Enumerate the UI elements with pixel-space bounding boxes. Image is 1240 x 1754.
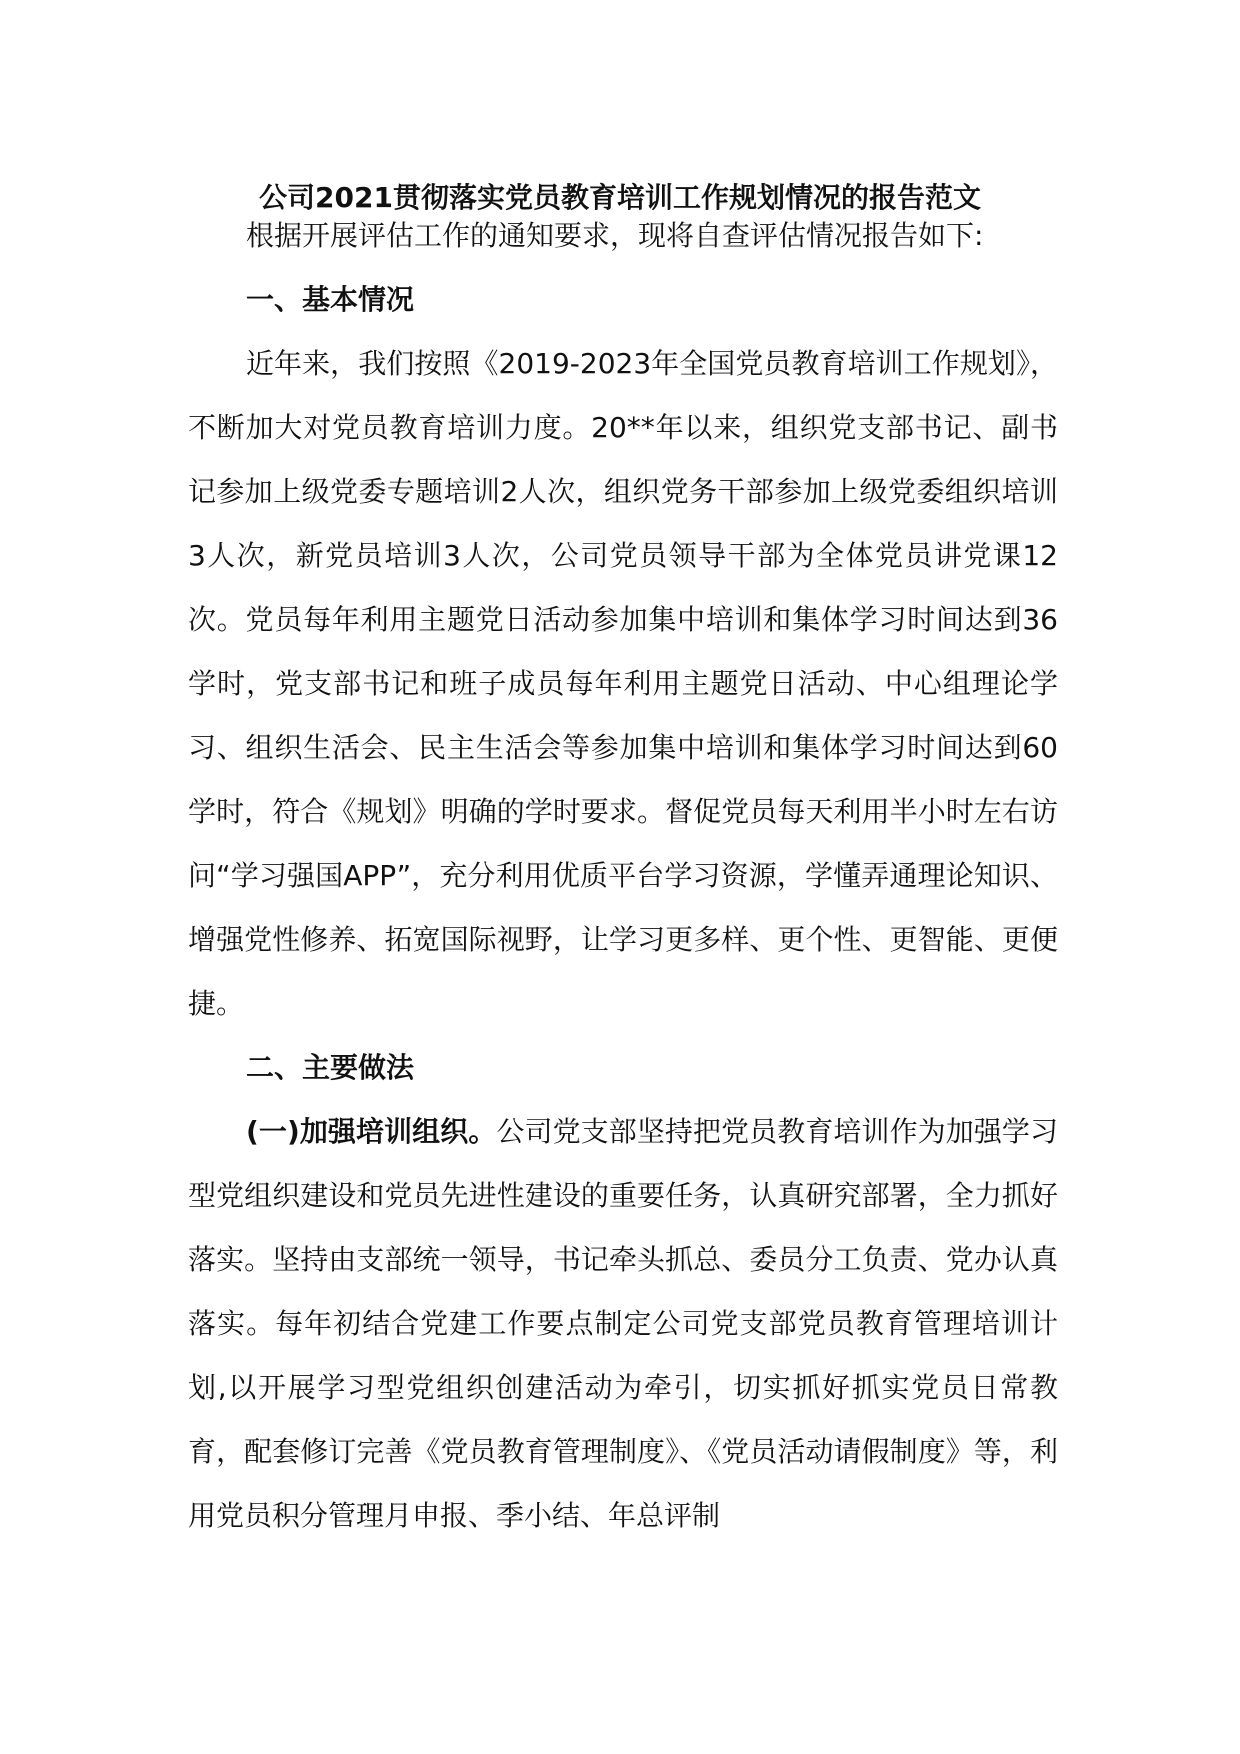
document-title: 公司2021贯彻落实党员教育培训工作规划情况的报告范文 [259, 181, 981, 214]
document-body [188, 204, 1058, 1548]
section-heading-basic-situation: 一、基本情况 [246, 283, 415, 316]
section-heading-main-practices: 二、主要做法 [246, 1051, 415, 1084]
main-practices-paragraph [188, 1100, 1058, 1548]
item-body-text: 公司党支部坚持把党员教育培训作为加强学习型党组织建设和党员先进性建设的重要任务，认真研究部署，全力抓好落实。坚持由支部统一领导，书记牵头抓总、委员分工负责、党办认真落实。每年初结合党建工作要点制定公司党支部党员教育管理培训计划,以开展学习型党组织创建活动为牵引，切实抓好抓实党员日常教育，配套修订完善《党员教育管理制度》、《党员活动请假制度》等，利用党员积分管理月申报、季小结、年总评制 [188, 1115, 1058, 1532]
basic-situation-paragraph: 近年来，我们按照《2019-2023年全国党员教育培训工作规划》，不断加大对党员教育培训力度。20**年以来，组织党支部书记、副书记参加上级党委专题培训2人次，组织党务干部参加上级党委组织培训3人次，新党员培训3人次，公司党员领导干部为全体党员讲党课12次。党员每年利用主题党日活动参加集中培训和集体学习时间达到36学时，党支部书记和班子成员每年利用主题党日活动、中心组理论学习、组织生活会、民主生活会等参加集中培训和集体学习时间达到60学时，符合《规划》明确的学时要求。督促党员每天利用半小时左右访问“学习强国APP”，充分利用优质平台学习资源，学懂弄通理论知识、增强党性修养、拓宽国际视野，让学习更多样、更个性、更智能、更便捷。 [188, 347, 1058, 1020]
item-lead-heading: (一)加强培训组织。 [246, 1115, 497, 1148]
intro-paragraph: 根据开展评估工作的通知要求，现将自查评估情况报告如下: [246, 219, 984, 252]
